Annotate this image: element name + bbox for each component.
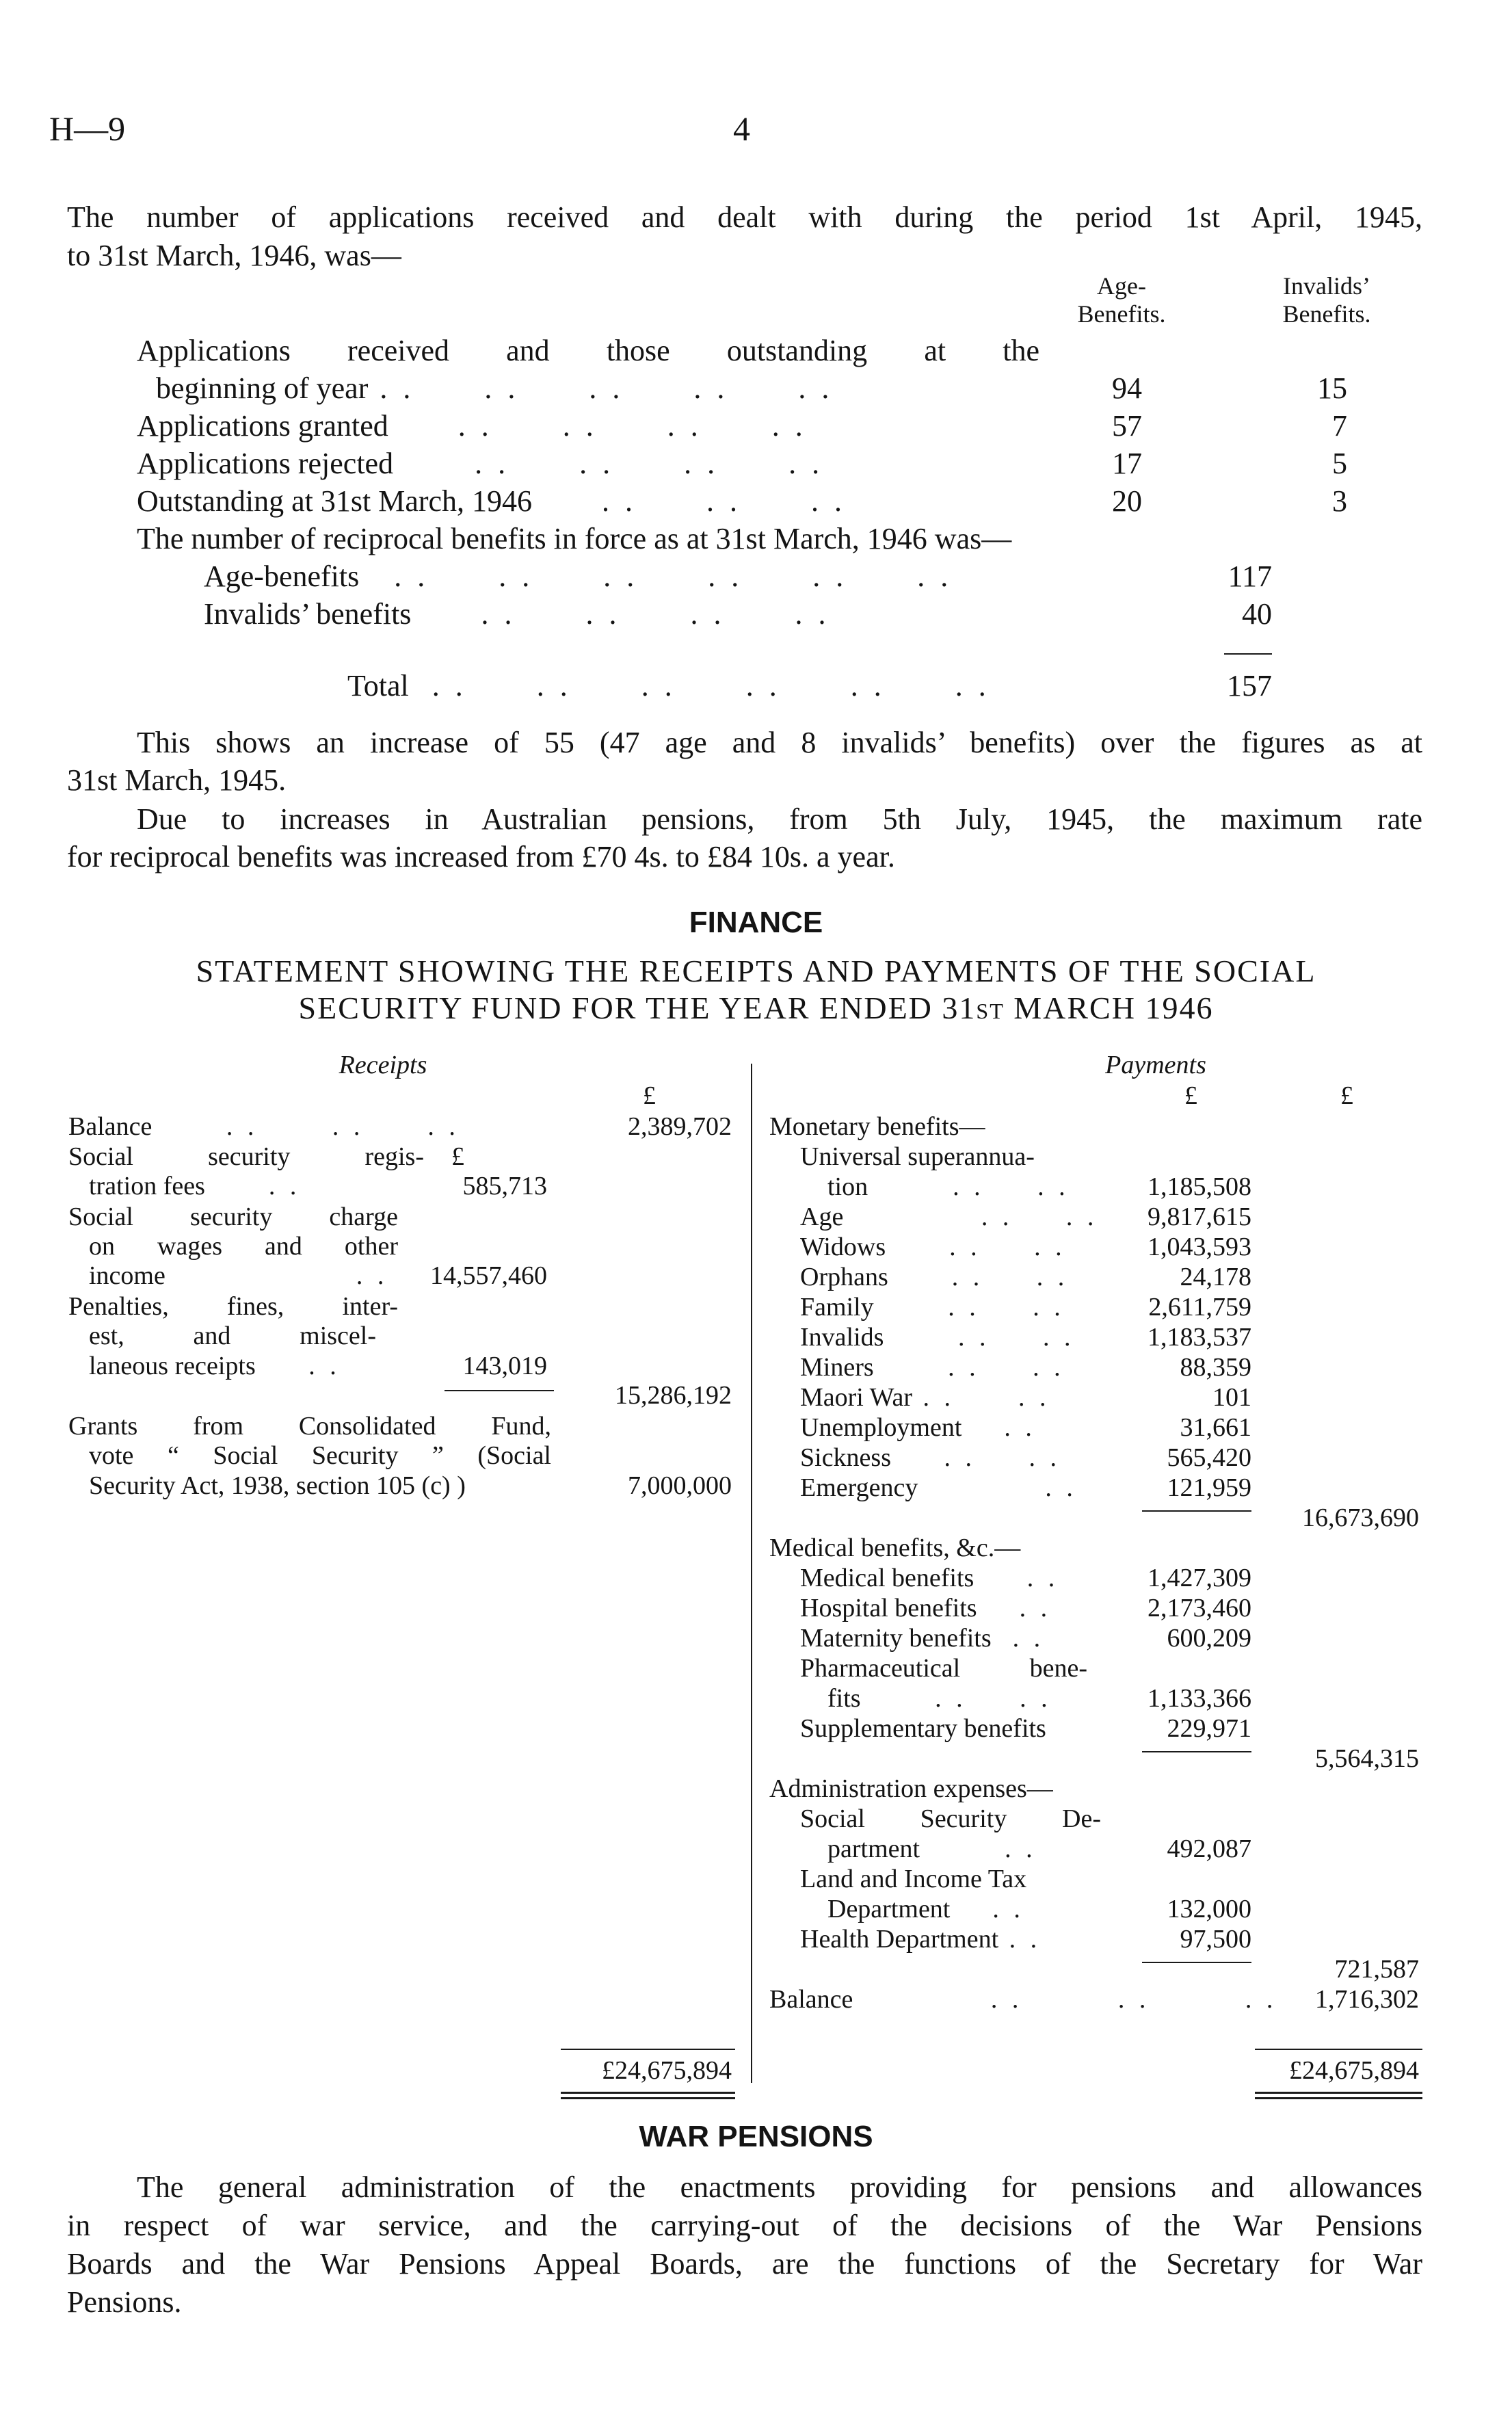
monetary-family-label: Family . . . . bbox=[800, 1293, 1065, 1322]
finance-title-line-1: STATEMENT SHOWING THE RECEIPTS AND PAYMENTS OF THE SOCIAL bbox=[196, 954, 1316, 988]
admin-social-security-label-1: Social Security De- bbox=[800, 1804, 1101, 1833]
applications-received-age: 94 bbox=[1112, 371, 1142, 405]
medical-medical-value: 1,427,309 bbox=[1148, 1564, 1251, 1592]
applications-received-invalids: 15 bbox=[1317, 371, 1347, 405]
medical-pharmaceutical-label-2: fits . . . . bbox=[827, 1684, 1052, 1713]
monetary-orphans-label: Orphans . . . . bbox=[800, 1263, 1069, 1291]
monetary-invalids-value: 1,183,537 bbox=[1148, 1323, 1251, 1352]
monetary-heading: Monetary benefits— bbox=[769, 1112, 985, 1141]
reciprocal-age-value: 117 bbox=[1228, 560, 1272, 593]
monetary-emergency-value: 121,959 bbox=[1167, 1473, 1251, 1502]
receipts-subtotal-value: 15,286,192 bbox=[615, 1381, 732, 1410]
receipts-total-rule-top bbox=[561, 2049, 735, 2050]
receipts-charge-label-3: income . . bbox=[89, 1261, 388, 1290]
receipts-subcol-pound: £ bbox=[451, 1142, 464, 1171]
war-pensions-heading: WAR PENSIONS bbox=[639, 2120, 873, 2153]
finance-heading: FINANCE bbox=[689, 906, 823, 939]
admin-subtotal-rule bbox=[1142, 1962, 1251, 1963]
monetary-emergency-label: Emergency . . bbox=[800, 1473, 1077, 1502]
applications-granted-age: 57 bbox=[1112, 409, 1142, 443]
medical-pharmaceutical-label-1: Pharmaceutical bene- bbox=[800, 1654, 1087, 1683]
monetary-superannuation-label-2: tion . . . . bbox=[827, 1172, 1070, 1201]
receipts-grant-label-2: vote “ Social Security ” (Social bbox=[89, 1441, 551, 1470]
receipts-title: Receipts bbox=[339, 1051, 427, 1079]
monetary-miners-value: 88,359 bbox=[1180, 1353, 1251, 1382]
medical-hospital-value: 2,173,460 bbox=[1148, 1594, 1251, 1622]
monetary-subtotal-rule bbox=[1142, 1510, 1251, 1512]
monetary-maori-war-value: 101 bbox=[1212, 1383, 1251, 1412]
monetary-unemployment-value: 31,661 bbox=[1180, 1413, 1251, 1442]
payments-title: Payments bbox=[1105, 1051, 1206, 1079]
medical-supplementary-value: 229,971 bbox=[1167, 1714, 1251, 1743]
payments-total-rule-double-1 bbox=[1255, 2092, 1422, 2094]
admin-heading: Administration expenses— bbox=[769, 1774, 1053, 1803]
admin-total-value: 721,587 bbox=[1334, 1955, 1419, 1984]
intro-line-1: The number of applications received and dealt with during the period 1st April, 1945, bbox=[67, 200, 1422, 234]
finance-title-line-2: SECURITY FUND FOR THE YEAR ENDED 31ST MARCH 1946 bbox=[298, 990, 1214, 1025]
increase-line-2: 31st March, 1945. bbox=[67, 763, 287, 797]
payments-col-pound: £ bbox=[1340, 1081, 1353, 1110]
australian-line-1: Due to increases in Australian pensions, from 5th July, 1945, the maximum rate bbox=[137, 802, 1422, 836]
medical-total-value: 5,564,315 bbox=[1315, 1744, 1419, 1773]
page-reference: H—9 bbox=[49, 109, 126, 148]
war-pensions-line-2: in respect of war service, and the carrying-out of the decisions of the War Pensions bbox=[67, 2209, 1422, 2242]
receipts-penalties-label-1: Penalties, fines, inter- bbox=[68, 1292, 398, 1321]
payments-balance-value: 1,716,302 bbox=[1315, 1985, 1419, 2014]
medical-heading: Medical benefits, &c.— bbox=[769, 1534, 1021, 1562]
receipts-penalties-value: 143,019 bbox=[462, 1352, 547, 1380]
applications-rejected-invalids: 5 bbox=[1332, 447, 1347, 480]
monetary-sickness-value: 565,420 bbox=[1167, 1443, 1251, 1472]
payments-total-rule-double-2 bbox=[1255, 2097, 1422, 2099]
receipts-grant-label-3: Security Act, 1938, section 105 (c) ) bbox=[89, 1471, 466, 1500]
receipts-balance-value: 2,389,702 bbox=[628, 1112, 732, 1141]
admin-land-tax-label-2: Department . . bbox=[827, 1895, 1024, 1923]
payments-subcol-pound: £ bbox=[1184, 1081, 1197, 1110]
applications-row-outstanding-label: Outstanding at 31st March, 1946 . . . . . . bbox=[137, 484, 847, 518]
receipts-registration-label-2: tration fees . . bbox=[89, 1172, 301, 1200]
admin-social-security-value: 492,087 bbox=[1167, 1835, 1251, 1863]
payments-balance-label: Balance . . . . . . bbox=[769, 1985, 1277, 2014]
reciprocal-total-label: Total . . . . . . . . . . . . bbox=[347, 669, 990, 702]
receipts-charge-value: 14,557,460 bbox=[430, 1261, 547, 1290]
reciprocal-row-age-label: Age-benefits . . . . . . . . . . . . bbox=[204, 560, 953, 593]
applications-row-rejected-label: Applications rejected . . . . . . . . bbox=[137, 447, 824, 480]
receipts-total-rule-double-2 bbox=[561, 2097, 735, 2099]
medical-subtotal-rule bbox=[1142, 1751, 1251, 1752]
war-pensions-line-1: The general administration of the enactments providing for pensions and allowances bbox=[137, 2170, 1422, 2204]
australian-line-2: for reciprocal benefits was increased from £70 4s. to £84 10s. a year. bbox=[67, 840, 895, 873]
page-number: 4 bbox=[733, 109, 750, 148]
receipts-registration-label-1: Social security regis- bbox=[68, 1142, 424, 1171]
admin-land-tax-label-1: Land and Income Tax bbox=[800, 1865, 1027, 1893]
intro-line-2: to 31st March, 1946, was— bbox=[67, 239, 401, 272]
reciprocal-invalids-value: 40 bbox=[1242, 597, 1272, 631]
monetary-miners-label: Miners . . . . bbox=[800, 1353, 1065, 1382]
column-divider bbox=[751, 1064, 752, 2083]
monetary-age-label: Age . . . . bbox=[800, 1203, 1098, 1231]
medical-medical-label: Medical benefits . . bbox=[800, 1564, 1059, 1592]
receipts-total-rule-double-1 bbox=[561, 2092, 735, 2094]
reciprocal-row-invalids-label: Invalids’ benefits . . . . . . . . bbox=[204, 597, 830, 631]
monetary-total-value: 16,673,690 bbox=[1302, 1503, 1419, 1532]
admin-health-value: 97,500 bbox=[1180, 1925, 1251, 1954]
monetary-widows-label: Widows . . . . bbox=[800, 1233, 1066, 1261]
war-pensions-line-4: Pensions. bbox=[67, 2285, 182, 2319]
receipts-penalties-label-2: est, and miscel- bbox=[89, 1322, 376, 1350]
admin-land-tax-value: 132,000 bbox=[1167, 1895, 1251, 1923]
medical-supplementary-label: Supplementary benefits bbox=[800, 1714, 1046, 1743]
medical-maternity-value: 600,209 bbox=[1167, 1624, 1251, 1653]
increase-line-1: This shows an increase of 55 (47 age and 8 invalids’ benefits) over the figures as at bbox=[137, 726, 1422, 759]
reciprocal-total-value: 157 bbox=[1227, 669, 1272, 702]
col-header-age: Age- Benefits. bbox=[1077, 272, 1166, 328]
applications-rejected-age: 17 bbox=[1112, 447, 1142, 480]
war-pensions-line-3: Boards and the War Pensions Appeal Boards, are the functions of the Secretary for War bbox=[67, 2247, 1422, 2281]
applications-row-received-label: Applications received and those outstanding at the bbox=[137, 334, 1039, 367]
receipts-total-value: £24,675,894 bbox=[602, 2056, 732, 2085]
monetary-invalids-label: Invalids . . . . bbox=[800, 1323, 1075, 1352]
monetary-superannuation-label-1: Universal superannua- bbox=[800, 1142, 1035, 1171]
col-header-invalids: Invalids’ Benefits. bbox=[1282, 272, 1371, 328]
total-rule bbox=[1224, 653, 1272, 655]
monetary-unemployment-label: Unemployment . . bbox=[800, 1413, 1036, 1442]
admin-social-security-label-2: partment . . bbox=[827, 1835, 1037, 1863]
monetary-orphans-value: 24,178 bbox=[1180, 1263, 1251, 1291]
receipts-grant-label-1: Grants from Consolidated Fund, bbox=[68, 1412, 551, 1441]
receipts-pound-col-header: £ bbox=[643, 1081, 656, 1110]
admin-health-label: Health Department . . bbox=[800, 1925, 1042, 1954]
applications-row-received-label-2: beginning of year . . . . . . . . . . bbox=[156, 371, 834, 405]
reciprocal-intro: The number of reciprocal benefits in force as at 31st March, 1946 was— bbox=[137, 522, 1012, 555]
receipts-registration-value: 585,713 bbox=[462, 1172, 547, 1200]
receipts-charge-label-2: on wages and other bbox=[89, 1232, 398, 1261]
monetary-sickness-label: Sickness . . . . bbox=[800, 1443, 1061, 1472]
applications-granted-invalids: 7 bbox=[1332, 409, 1347, 443]
applications-outstanding-age: 20 bbox=[1112, 484, 1142, 518]
payments-total-rule-top bbox=[1255, 2049, 1422, 2050]
medical-maternity-label: Maternity benefits . . bbox=[800, 1624, 1045, 1653]
receipts-subtotal-rule bbox=[445, 1390, 554, 1391]
applications-row-granted-label: Applications granted . . . . . . . . bbox=[137, 409, 807, 443]
medical-hospital-label: Hospital benefits . . bbox=[800, 1594, 1052, 1622]
applications-outstanding-invalids: 3 bbox=[1332, 484, 1347, 518]
monetary-superannuation-value: 1,185,508 bbox=[1148, 1172, 1251, 1201]
monetary-maori-war-label: Maori War . . . . bbox=[800, 1383, 1050, 1412]
receipts-penalties-label-3: laneous receipts . . bbox=[89, 1352, 341, 1380]
monetary-age-value: 9,817,615 bbox=[1148, 1203, 1251, 1231]
payments-total-value: £24,675,894 bbox=[1289, 2056, 1419, 2085]
receipts-charge-label-1: Social security charge bbox=[68, 1203, 398, 1231]
monetary-widows-value: 1,043,593 bbox=[1148, 1233, 1251, 1261]
receipts-balance-label: Balance . . . . . . bbox=[68, 1112, 460, 1141]
receipts-grant-value: 7,000,000 bbox=[628, 1471, 732, 1500]
monetary-family-value: 2,611,759 bbox=[1148, 1293, 1251, 1322]
medical-pharmaceutical-value: 1,133,366 bbox=[1148, 1684, 1251, 1713]
